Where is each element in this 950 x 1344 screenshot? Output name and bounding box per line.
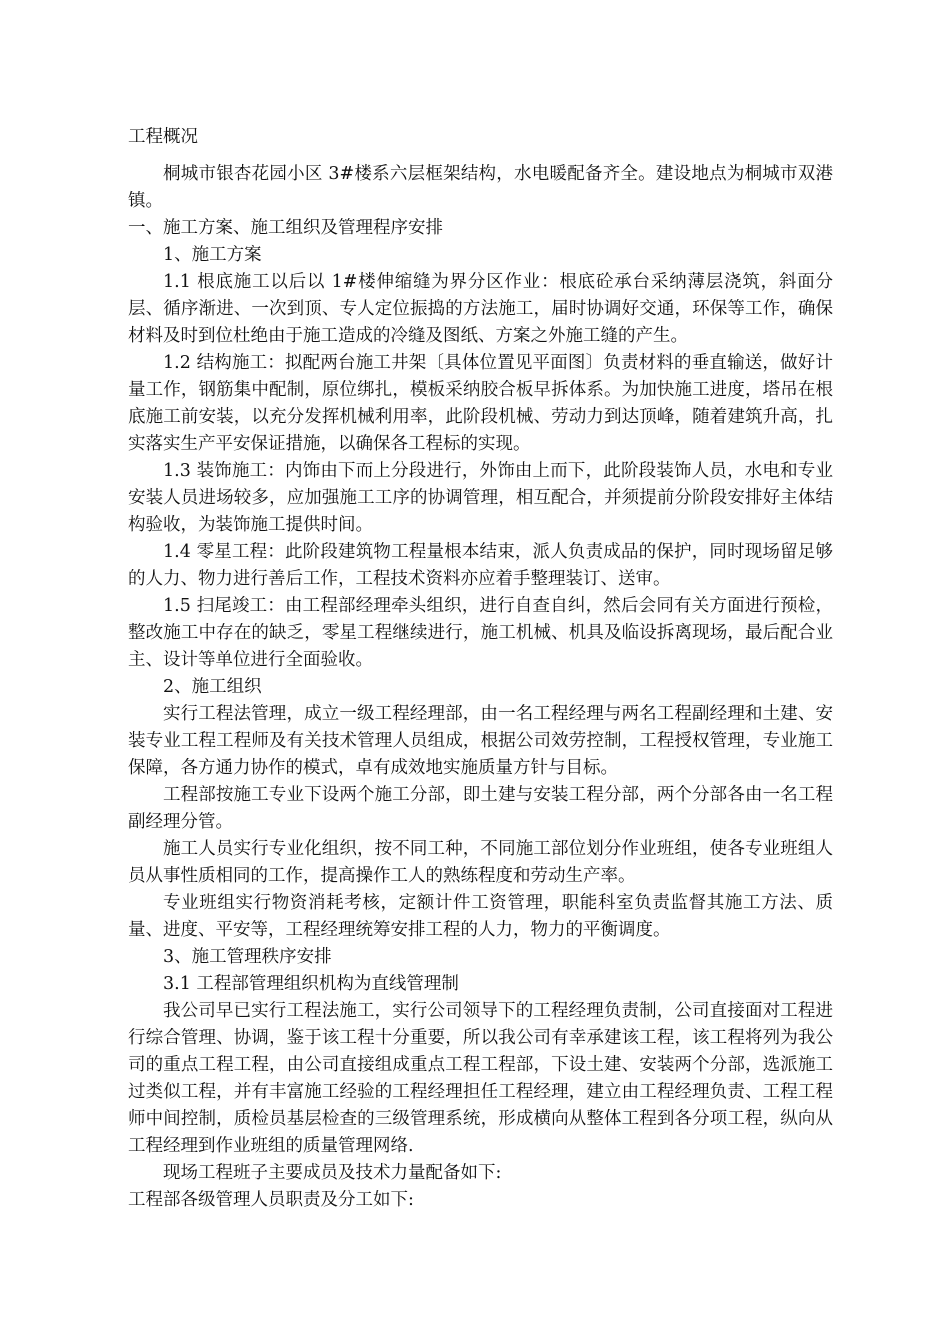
paragraph-1-3: 1.3 装饰施工：内饰由下而上分段进行，外饰由上而下，此阶段装饰人员，水电和专业安装人员进场较多，应加强施工工序的协调管理，相互配合，并须提前分阶段安排好主体结构验收，为装饰施工提供时间。 — [128, 461, 833, 535]
paragraph-organization-1: 实行工程法管理，成立一级工程经理部，由一名工程经理与两名工程副经理和土建、安装专业工程工程师及有关技术管理人员组成，根据公司效劳控制，工程授权管理，专业施工保障，各方通力协作的模式，卓有成效地实施质量方针与目标。 — [128, 704, 833, 778]
paragraph-team-members: 现场工程班子主要成员及技术力量配备如下: — [163, 1163, 502, 1183]
heading-construction-plan: 1、施工方案 — [163, 245, 262, 265]
paragraph-organization-4: 专业班组实行物资消耗考核，定额计件工资管理，职能科室负责监督其施工方法、质量、进度、平安等，工程经理统筹安排工程的人力，物力的平衡调度。 — [128, 893, 833, 940]
paragraph-3-1: 我公司早已实行工程法施工，实行公司领导下的工程经理负责制，公司直接面对工程进行综合管理、协调，鉴于该工程十分重要，所以我公司有幸承建该工程，该工程将列为我公司的重点工程工程，由公司直接组成重点工程工程部，下设土建、安装两个分部，选派施工过类似工程，并有丰富施工经验的工程经理担任工程经理，建立由工程经理负责、工程工程师中间控制，质检员基层检查的三级管理系统，形成横向从整体工程到各分项工程，纵向从工程经理到作业班组的质量管理网络. — [128, 1001, 833, 1156]
paragraph-organization-2: 工程部按施工专业下设两个施工分部，即土建与安装工程分部，两个分部各由一名工程副经理分管。 — [128, 785, 833, 832]
heading-3-1: 3.1 工程部管理组织机构为直线管理制 — [163, 974, 459, 994]
document-title: 工程概况 — [128, 127, 198, 147]
paragraph-staff-duties: 工程部各级管理人员职责及分工如下: — [128, 1190, 414, 1210]
paragraph-1-1: 1.1 根底施工以后以 1#楼伸缩缝为界分区作业：根底砼承台采纳薄层浇筑，斜面分层、循序渐进、一次到顶、专人定位振捣的方法施工，届时协调好交通，环保等工作，确保材料及时到位杜绝由于施工造成的冷缝及图纸、方案之外施工缝的产生。 — [128, 272, 833, 346]
document-body — [128, 124, 833, 1214]
paragraph-overview: 桐城市银杏花园小区 3#楼系六层框架结构，水电暖配备齐全。建设地点为桐城市双港镇。 — [128, 164, 833, 211]
heading-construction-organization: 2、施工组织 — [163, 677, 262, 697]
paragraph-1-2: 1.2 结构施工：拟配两台施工井架〔具体位置见平面图〕负责材料的垂直输送，做好计量工作，钢筋集中配制，原位绑扎，模板采纳胶合板早拆体系。为加快施工进度，塔吊在根底施工前安装，以充分发挥机械利用率，此阶段机械、劳动力到达顶峰，随着建筑升高，扎实落实生产平安保证措施，以确保各工程标的实现。 — [128, 353, 833, 454]
paragraph-1-5: 1.5 扫尾竣工：由工程部经理牵头组织，进行自查自纠，然后会同有关方面进行预检，整改施工中存在的缺乏，零星工程继续进行，施工机械、机具及临设拆离现场，最后配合业主、设计等单位进行全面验收。 — [128, 596, 833, 670]
paragraph-1-4: 1.4 零星工程：此阶段建筑物工程量根本结束，派人负责成品的保护，同时现场留足够的人力、物力进行善后工作，工程技术资料亦应着手整理装订、送审。 — [128, 542, 833, 589]
heading-section-1: 一、施工方案、施工组织及管理程序安排 — [128, 218, 443, 238]
paragraph-organization-3: 施工人员实行专业化组织，按不同工种，不同施工部位划分作业班组，使各专业班组人员从事性质相同的工作，提高操作工人的熟练程度和劳动生产率。 — [128, 839, 833, 886]
heading-management-arrangement: 3、施工管理秩序安排 — [163, 947, 332, 967]
